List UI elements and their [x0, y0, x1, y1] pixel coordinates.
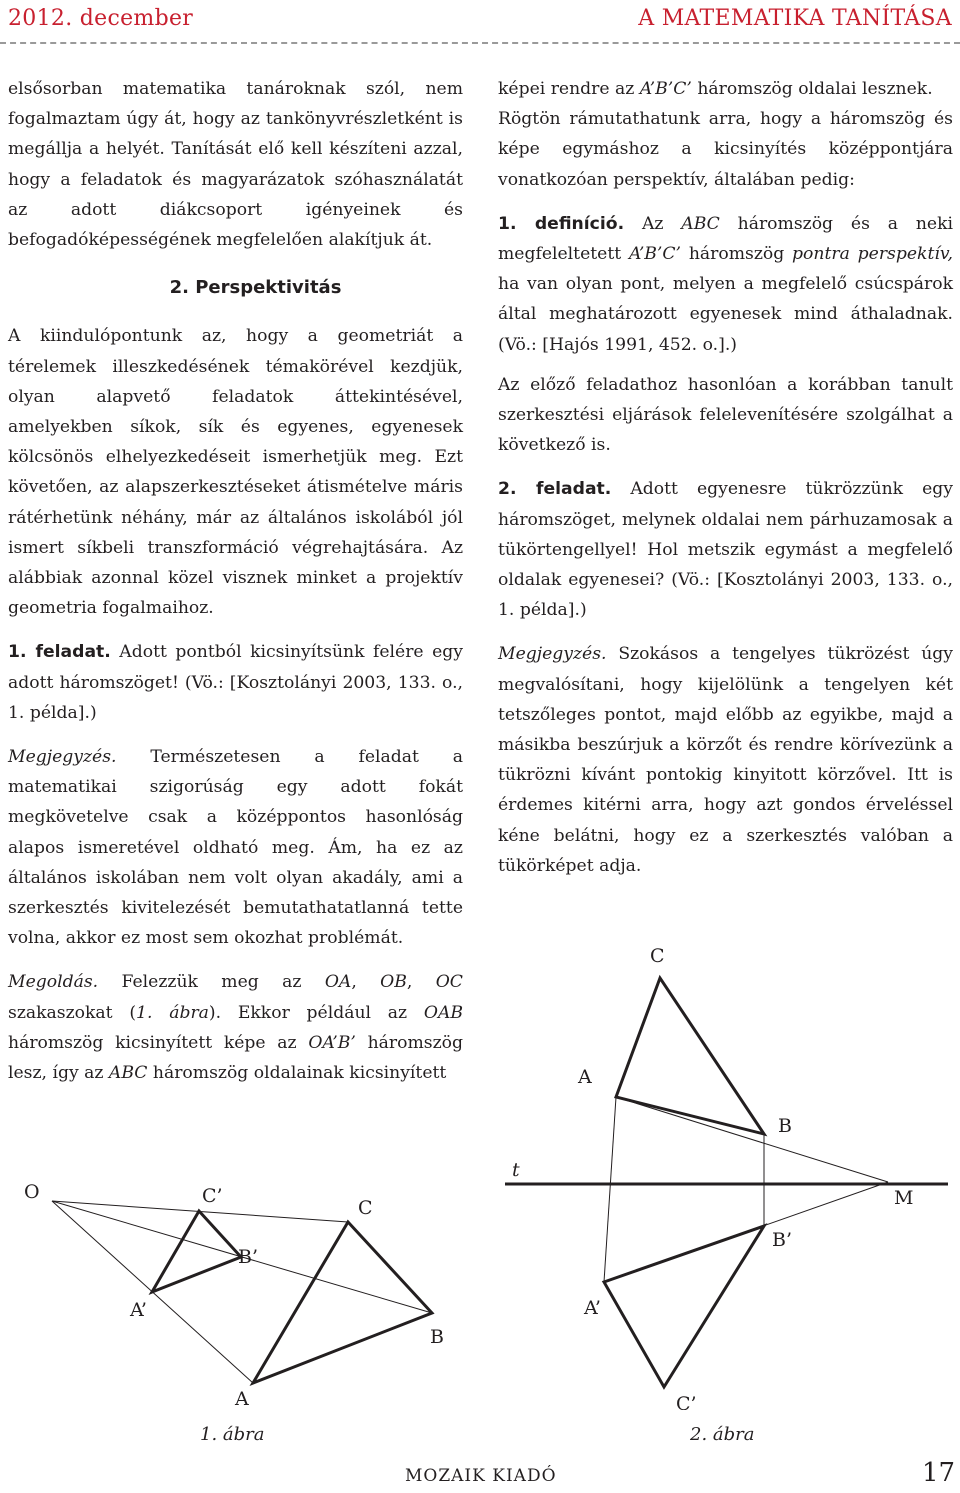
label-b: B — [430, 1326, 444, 1348]
task-1-text: Adott pontból kicsinyítsünk felére egy adott háromszöget! (Vö.: [Kosztolányi 2003, 133. o., 1. példa].) — [8, 642, 463, 723]
task-2-label: 2. feladat. — [498, 479, 612, 500]
page-number: 17 — [922, 1458, 956, 1488]
task-2-text: Adott egyenesre tükrözzünk egy háromszöget, melynek oldalai nem párhuzamosak a tükörtengellyel! Hol metszik egymást a megfelelő oldalak egyenesei? (Vö.: [Kosztolányi 2003, 133. o., 1. példa].) — [498, 479, 953, 621]
footer-publisher: MOZAIK KIADÓ — [405, 1466, 557, 1486]
triangle-abc: ABC — [108, 1063, 148, 1084]
label-b1: B’ — [772, 1229, 793, 1251]
solution-text: szakaszokat ( — [8, 1002, 137, 1023]
triangle-a1b1c1 — [604, 1226, 764, 1387]
label-c1: C’ — [676, 1393, 697, 1410]
label-c: C — [358, 1197, 373, 1219]
solution-text: háromszög kicsinyített képe az — [8, 1032, 309, 1053]
header-date: 2012. december — [8, 6, 194, 31]
left-column — [8, 74, 463, 1088]
triangle-a1b1c1: A’B’C’ — [628, 244, 682, 265]
definition-text: ha van olyan pont, melyen a megfelelő csúcspárok által meghatározott egyenesek mind áthaladnak. (Vö.: [Hajós 1991, 452. o.].) — [498, 274, 953, 355]
segment-oa: OA — [324, 972, 352, 993]
intro-paragraph: elsősorban matematika tanároknak szól, nem fogalmaztam úgy át, hogy az tankönyvrészletként is megállja a helyét. Tanítását elő kell készíteni azzal, hogy a feladatok és magyarázatok szóhasználatát az adott diákcsoport igényeinek és befogadóképességének megfelelően alakítjuk át. — [8, 79, 463, 251]
triangle-oab: OAB — [423, 1002, 463, 1023]
triangle-abc — [616, 978, 764, 1134]
solution-label: Megoldás. — [8, 972, 99, 993]
label-t: t — [512, 1159, 520, 1181]
label-a1: A’ — [130, 1299, 147, 1321]
perspektivitas-paragraph: A kiindulópontunk az, hogy a geometriát a térelemek illeszkedésének témakörével kezdjük, olyan alapvető feladatok áttekintésével, amelyekben síkok, sík és egyenes, egyenesek kölcsönös elhelyezkedéseit ismerhetjük meg. Ezt követően, az alapszerkesztéseket átismételve máris rátérhetünk néhány, már az általános iskolából jól ismert síkbeli transzformáció végrehajtására. Az alábbiak azonnal közel visznek minket a projektív geometria fogalmaihoz. — [8, 326, 463, 619]
label-a: A — [578, 1066, 592, 1088]
transition-paragraph: Az előző feladathoz hasonlóan a korábban tanult szerkesztési eljárások felelevenítésére szolgálhat a következő is. — [498, 374, 953, 456]
figure-1-caption: 1. ábra — [200, 1424, 265, 1445]
solution-text: , — [406, 972, 436, 993]
right-column — [498, 74, 953, 881]
label-b1: B’ — [238, 1246, 259, 1268]
header-divider — [0, 42, 960, 44]
segment-oc: OC — [435, 972, 463, 993]
definition-term: pontra perspektív, — [792, 244, 953, 265]
section-title: 2. Perspektivitás — [169, 277, 342, 299]
definition-1-label: 1. definíció. — [498, 213, 625, 234]
segment-aa1 — [604, 1097, 616, 1282]
page-header — [0, 0, 960, 44]
triangle-oa1b1: OA’B’ — [308, 1032, 356, 1053]
note-1 — [8, 742, 463, 953]
label-a: A — [235, 1388, 249, 1410]
label-c: C — [650, 945, 665, 967]
figure-1-diagram — [0, 1160, 480, 1425]
triangle-a1b1c1: A’B’C’ — [639, 79, 692, 99]
task-2 — [498, 474, 953, 625]
solution-paragraph — [8, 967, 463, 1088]
definition-text: háromszög — [681, 244, 793, 265]
triangle-a1b1c1 — [152, 1211, 241, 1292]
note-1-text: Természetesen a feladat a matematikai szigorúság egy adott fokát megkövetelve csak a középpontos hasonlóság alapos ismeretével oldható meg. Ám, ha ez az általános iskolában nem volt olyan akadály, ami a szerkesztés kivitelezését bemutathatatlanná tette volna, akkor ez most sem okozhat problémát. — [8, 747, 463, 949]
figure-2-diagram — [480, 940, 960, 1410]
perspective-paragraph: Rögtön rámutathatunk arra, hogy a háromszög és képe egymáshoz a kicsinyítés középpontjára vonatkozóan perspektív, általában pedig: — [498, 109, 953, 190]
continued-paragraph — [498, 74, 953, 104]
segment-ob: OB — [380, 972, 407, 993]
solution-text: , — [351, 972, 381, 993]
definition-text: Az — [624, 213, 682, 234]
note-1-label: Megjegyzés. — [8, 747, 117, 768]
solution-text: háromszög lesz, így az — [8, 1032, 463, 1084]
note-2-text: Szokásos a tengelyes tükrözést úgy megvalósítani, hogy kijelölünk a tengelyen két tetszőleges pontot, majd előbb az egyikbe, majd a másikba beszúrjuk a körzőt és rendre körívezünk a tükrözni kívánt pontokig kinyitott körzővel. Itt is érdemes kitérni arra, hogy azt gondos érveléssel kéne belátni, hogy ez a szerkesztés valóban a tükörképet adja. — [498, 644, 953, 876]
note-2 — [498, 639, 953, 881]
note-2-label: Megjegyzés. — [498, 644, 607, 665]
figure-ref: 1. ábra — [136, 1002, 209, 1023]
solution-text: ). Ekkor például az — [208, 1002, 424, 1023]
label-a1: A’ — [584, 1297, 601, 1319]
triangle-abc — [253, 1222, 432, 1383]
continued-text: képei rendre az — [498, 79, 640, 99]
continued-text: háromszög oldalai lesznek. — [691, 79, 933, 99]
header-journal-title: A MATEMATIKA TANÍTÁSA — [638, 6, 952, 31]
solution-text: Felezzük meg az — [98, 972, 325, 993]
definition-text: háromszög és a neki megfeleltetett — [498, 213, 953, 265]
definition-1 — [498, 209, 953, 360]
solution-text: háromszög oldalainak kicsinyített — [147, 1063, 447, 1084]
line-ab-extended — [616, 1097, 888, 1182]
label-c1: C’ — [202, 1185, 223, 1207]
label-o: O — [24, 1181, 40, 1203]
triangle-abc: ABC — [681, 213, 720, 234]
task-1-label: 1. feladat. — [8, 642, 111, 663]
label-m: M — [894, 1187, 914, 1209]
label-b: B — [778, 1115, 792, 1137]
task-1 — [8, 637, 463, 728]
figure-2-caption: 2. ábra — [690, 1424, 755, 1445]
